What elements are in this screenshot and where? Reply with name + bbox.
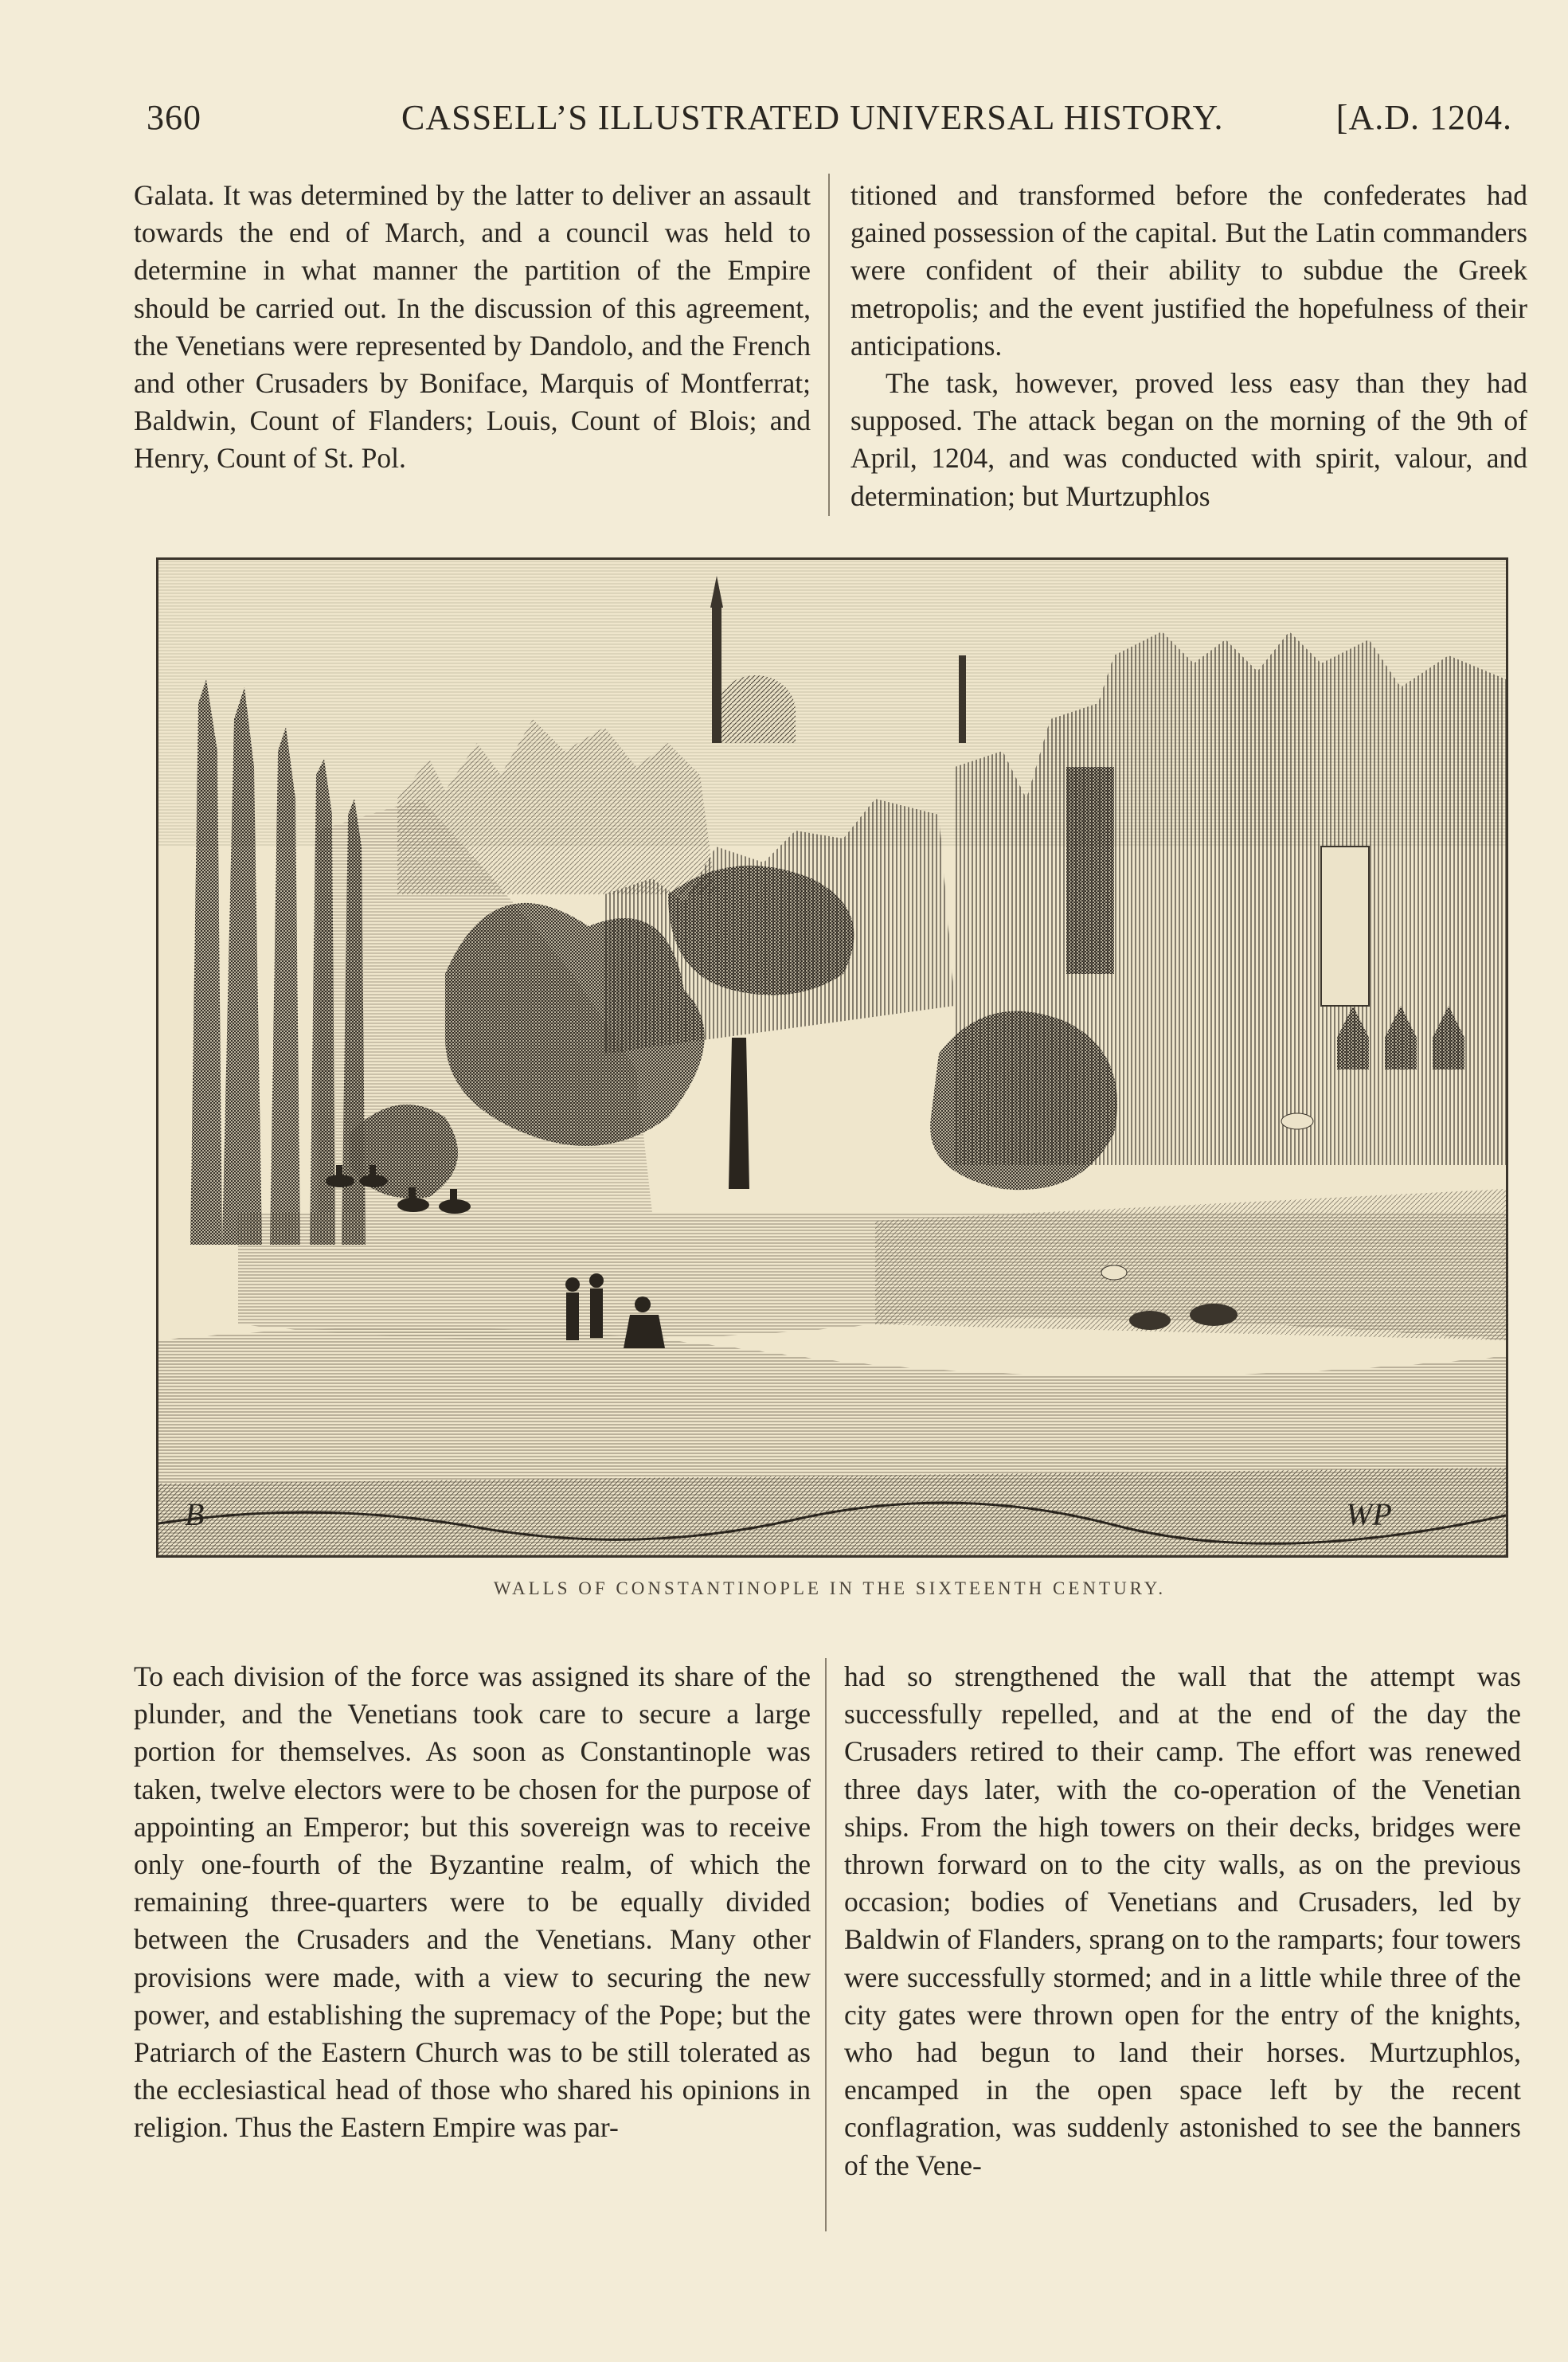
paragraph: titioned and transformed before the confederates had gained possession of the capital. But the Latin commanders were confident of their ability to subdue the Greek metropolis; and the event justified the hopefulness of their anticipations. — [850, 179, 1527, 362]
engraver-signature-right: WP — [1346, 1496, 1392, 1532]
running-title: CASSELL’S ILLUSTRATED UNIVERSAL HISTORY. — [401, 98, 1224, 137]
paragraph: Galata. It was determined by the latter to deliver an assault towards the end of March, and a council was held to determine in what manner the partition of the Empire should be carried out. In the discussion of this agreement, the Venetians were represented by Dandolo, and the French and other Crusaders by Boniface, Marquis of Montferrat; Baldwin, Count of Flanders; Louis, Count of Blois; and Henry, Count of St. Pol. — [134, 179, 811, 475]
paragraph: The task, however, proved less easy than they had supposed. The attack began on the morning of the 9th of April, 1204, and was conducted with spirit, valour, and determination; but Murtzuphlos — [850, 367, 1527, 512]
running-date: [A.D. 1204. — [1335, 98, 1512, 137]
running-header — [147, 97, 1512, 145]
column-bottom-right — [844, 1658, 1521, 2184]
column-divider — [828, 174, 830, 516]
figure-caption: WALLS OF CONSTANTINOPLE IN THE SIXTEENTH CENTURY. — [493, 1578, 1167, 1598]
column-top-right — [850, 177, 1527, 515]
paragraph: had so strengthened the wall that the attempt was successfully repelled, and at the end of the day the Crusaders retired to their camp. The effort was renewed three days later, with the co-operation of the Venetian ships. From the high towers on their decks, bridges were thrown forward on to the city walls, as on the previous occasion; bodies of Venetians and Crusaders, led by Baldwin of Flanders, sprang on to the ramparts; four towers were successfully stormed; and in a little while three of the city gates were thrown open for the entry of the knights, who had begun to land their horses. Murtzuphlos, encamped in the open space left by the recent conflagration, was suddenly astonished to see the banners of the Vene- — [844, 1660, 1521, 2181]
column-top-left — [134, 177, 811, 478]
page-number: 360 — [147, 98, 201, 137]
column-bottom-left — [134, 1658, 811, 2147]
engraver-signature-left: B — [185, 1496, 205, 1532]
engraving-drawing — [158, 560, 1506, 1555]
column-divider — [825, 1658, 827, 2231]
paragraph: To each division of the force was assigned its share of the plunder, and the Venetians took care to secure a large portion for themselves. As soon as Constantinople was taken, twelve electors were to be chosen for the purpose of appointing an Emperor; but this sovereign was to receive only one-fourth of the Byzantine realm, of which the remaining three-quarters were to be equally divided between the Crusaders and the Venetians. Many other provisions were made, with a view to securing the new power, and establishing the supremacy of the Pope; but the Patriarch of the Eastern Church was to be still tolerated as the ecclesiastical head of those who shared his opinions in religion. Thus the Eastern Empire was par- — [134, 1660, 811, 2144]
engraving-illustration — [156, 557, 1508, 1558]
